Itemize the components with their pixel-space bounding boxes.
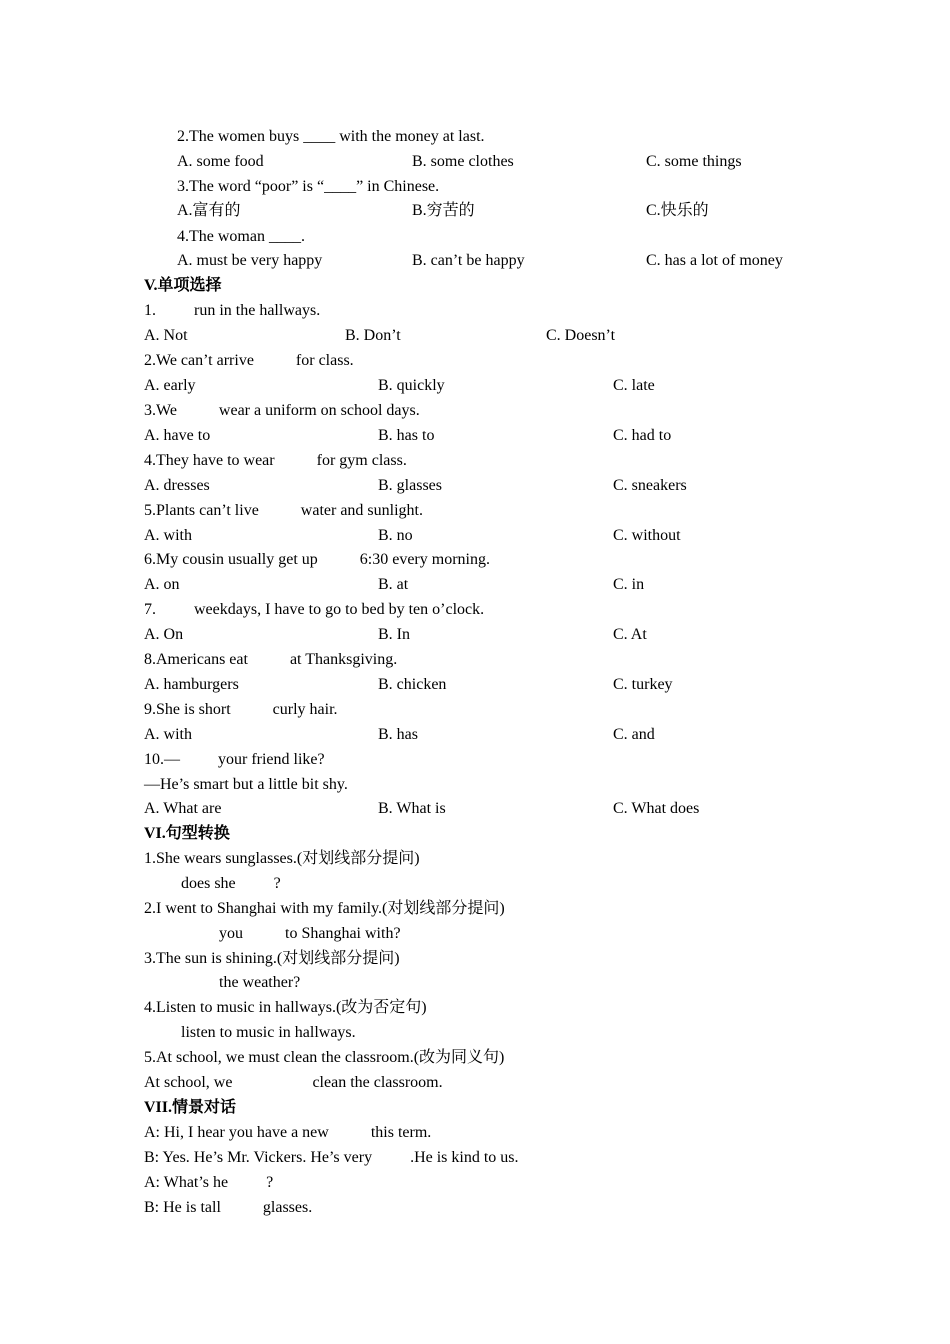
option-b: B. glasses <box>378 477 442 494</box>
mc-q10-stem: 10.— your friend like? <box>144 751 325 768</box>
option-c: C. turkey <box>613 676 673 693</box>
reading-q2-options <box>144 151 844 173</box>
reading-q2-stem: 2.The women buys ____ with the money at last. <box>177 128 485 145</box>
section-v-heading: V.单项选择 <box>144 277 222 294</box>
option-b: B. has <box>378 726 418 743</box>
mc-q1-options <box>144 325 844 347</box>
option-c: C. What does <box>613 800 700 817</box>
option-b: B. chicken <box>378 676 447 693</box>
option-a: A. On <box>144 626 184 643</box>
transform-q3-answer: the weather? <box>219 974 301 991</box>
mc-q3-options <box>144 425 844 447</box>
reading-q3-options <box>144 200 844 222</box>
transform-q5-answer: At school, we clean the classroom. <box>144 1074 443 1091</box>
mc-q4-stem: 4.They have to wear for gym class. <box>144 452 407 469</box>
option-a: A. What are <box>144 800 222 817</box>
option-c: C. and <box>613 726 655 743</box>
transform-q1-answer: does she ? <box>181 875 281 892</box>
option-c: C.快乐的 <box>646 202 709 219</box>
option-c: C. Doesn’t <box>546 327 616 344</box>
mc-q7-stem: 7. weekdays, I have to go to bed by ten o’clock. <box>144 601 485 618</box>
section-vi-heading: VI.句型转换 <box>144 825 230 842</box>
option-a: A. on <box>144 576 180 593</box>
option-b: B.穷苦的 <box>412 202 475 219</box>
mc-q1-stem: 1. run in the hallways. <box>144 302 321 319</box>
mc-q8-options <box>144 674 844 696</box>
transform-q2-stem: 2.I went to Shanghai with my family.(对划线部分提问) <box>144 900 505 917</box>
mc-q9-stem: 9.She is short curly hair. <box>144 701 338 718</box>
option-c: C. without <box>613 527 681 544</box>
dialogue-line-1: A: Hi, I hear you have a new this term. <box>144 1124 432 1141</box>
option-b: B. can’t be happy <box>412 252 525 269</box>
option-b: B. at <box>378 576 409 593</box>
option-b: B. quickly <box>378 377 445 394</box>
mc-q10-reply: —He’s smart but a little bit shy. <box>144 776 348 793</box>
option-c: C. late <box>613 377 655 394</box>
dialogue-line-4: B: He is tall glasses. <box>144 1199 313 1216</box>
reading-q4-stem: 4.The woman ____. <box>177 228 305 245</box>
transform-q2-answer: you to Shanghai with? <box>219 925 401 942</box>
option-a: A. early <box>144 377 196 394</box>
option-c: C. At <box>613 626 647 643</box>
mc-q5-stem: 5.Plants can’t live water and sunlight. <box>144 502 423 519</box>
section-vii-heading: VII.情景对话 <box>144 1099 237 1116</box>
option-c: C. some things <box>646 153 742 170</box>
option-a: A. with <box>144 726 192 743</box>
mc-q10-options <box>144 798 844 820</box>
mc-q5-options <box>144 525 844 547</box>
transform-q4-stem: 4.Listen to music in hallways.(改为否定句) <box>144 999 427 1016</box>
mc-q7-options <box>144 624 844 646</box>
option-b: B. no <box>378 527 413 544</box>
option-c: C. has a lot of money <box>646 252 783 269</box>
option-b: B. Don’t <box>345 327 401 344</box>
mc-q6-options <box>144 574 844 596</box>
mc-q8-stem: 8.Americans eat at Thanksgiving. <box>144 651 398 668</box>
reading-q3-stem: 3.The word “poor” is “____” in Chinese. <box>177 178 440 195</box>
dialogue-line-2: B: Yes. He’s Mr. Vickers. He’s very .He is kind to us. <box>144 1149 519 1166</box>
mc-q9-options <box>144 724 844 746</box>
mc-q6-stem: 6.My cousin usually get up 6:30 every morning. <box>144 551 490 568</box>
option-c: C. had to <box>613 427 672 444</box>
option-a: A. dresses <box>144 477 210 494</box>
option-b: B. some clothes <box>412 153 514 170</box>
option-a: A. hamburgers <box>144 676 239 693</box>
option-b: B. has to <box>378 427 435 444</box>
option-a: A. with <box>144 527 192 544</box>
mc-q2-options <box>144 375 844 397</box>
mc-q3-stem: 3.We wear a uniform on school days. <box>144 402 420 419</box>
transform-q3-stem: 3.The sun is shining.(对划线部分提问) <box>144 950 400 967</box>
option-a: A.富有的 <box>177 202 241 219</box>
dialogue-line-3: A: What’s he ? <box>144 1174 274 1191</box>
option-c: C. in <box>613 576 645 593</box>
option-b: B. What is <box>378 800 446 817</box>
reading-q4-options <box>144 250 844 272</box>
option-c: C. sneakers <box>613 477 687 494</box>
transform-q4-answer: listen to music in hallways. <box>181 1024 356 1041</box>
mc-q2-stem: 2.We can’t arrive for class. <box>144 352 354 369</box>
option-a: A. some food <box>177 153 264 170</box>
option-b: B. In <box>378 626 410 643</box>
option-a: A. must be very happy <box>177 252 323 269</box>
transform-q1-stem: 1.She wears sunglasses.(对划线部分提问) <box>144 850 420 867</box>
mc-q4-options <box>144 475 844 497</box>
option-a: A. have to <box>144 427 211 444</box>
option-a: A. Not <box>144 327 188 344</box>
transform-q5-stem: 5.At school, we must clean the classroom.(改为同义句) <box>144 1049 505 1066</box>
